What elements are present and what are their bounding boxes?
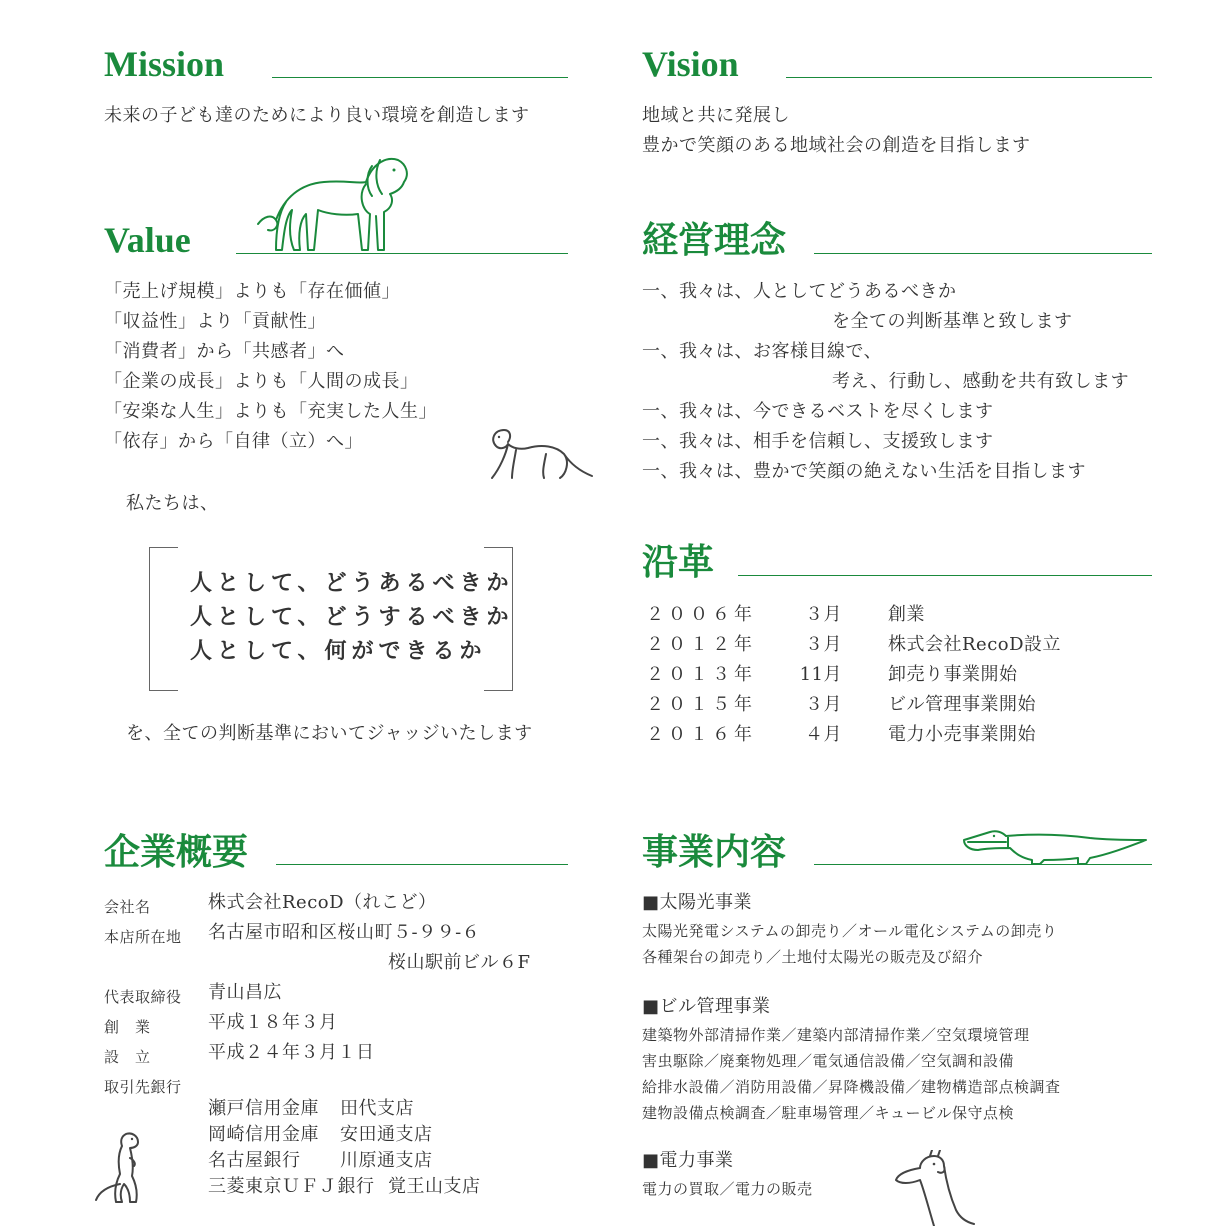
box-line-1: 人として、どうあるべきか [190, 570, 514, 596]
value-line-1: 「売上げ規模」よりも「存在価値」 [104, 281, 400, 302]
giraffe-icon [890, 1150, 980, 1226]
company-banks-label: 取引先銀行 [104, 1078, 182, 1096]
lion-icon [254, 154, 414, 256]
philosophy-line-7: 一、我々は、豊かで笑顔の絶えない生活を目指します [642, 461, 1086, 482]
company-ceo-value: 青山昌広 [208, 982, 282, 1003]
company-name-value: 株式会社RecoD（れこど） [208, 892, 437, 913]
bank-row [208, 1122, 433, 1148]
building-line-2: 害虫駆除／廃棄物処理／電気通信設備／空気調和設備 [642, 1052, 1015, 1070]
philosophy-line-2: を全ての判断基準と致します [832, 311, 1073, 332]
vision-line-1: 地域と共に発展し [642, 105, 790, 126]
box-line-2: 人として、どうするべきか [190, 604, 514, 630]
bank-branch: 田代支店 [340, 1098, 414, 1119]
company-established-label: 設 立 [104, 1048, 151, 1066]
bank-row [208, 1174, 481, 1200]
monkey-icon [486, 424, 596, 482]
history-row [646, 720, 1036, 750]
history-event: 株式会社RecoD設立 [888, 634, 1062, 655]
bank-branch: 安田通支店 [340, 1124, 433, 1145]
company-founded-label: 創 業 [104, 1018, 151, 1036]
building-line-4: 建物設備点検調査／駐車場管理／キュービル保守点検 [642, 1104, 1015, 1122]
company-name-label: 会社名 [104, 898, 151, 916]
history-title: 沿革 [642, 542, 715, 582]
history-month: ４月 [805, 724, 842, 745]
company-address-label: 本店所在地 [104, 928, 182, 946]
value-line-2: 「収益性」より「貢献性」 [104, 311, 326, 332]
history-month: ３月 [805, 694, 842, 715]
solar-title: ■太陽光事業 [642, 892, 753, 913]
bank-name: 瀬戸信用金庫 [208, 1098, 319, 1119]
solar-line-1: 太陽光発電システムの卸売り／オール電化システムの卸売り [642, 922, 1058, 940]
history-year: ２０１６年 [646, 724, 756, 745]
bank-branch: 川原通支店 [340, 1150, 433, 1171]
history-row [646, 690, 1036, 720]
building-line-3: 給排水設備／消防用設備／昇降機設備／建物構造部点検調査 [642, 1078, 1061, 1096]
history-row [646, 600, 925, 630]
value-line-6: 「依存」から「自律（立）へ」 [104, 431, 363, 452]
history-event: ビル管理事業開始 [888, 694, 1036, 715]
history-rule [738, 575, 1152, 576]
history-month: 11月 [799, 664, 842, 685]
vision-title: Vision [642, 44, 739, 84]
power-line-1: 電力の買取／電力の販売 [642, 1180, 813, 1198]
bank-name: 岡崎信用金庫 [208, 1124, 319, 1145]
history-year: ２０１３年 [646, 664, 756, 685]
value-rule [236, 253, 568, 254]
value-line-3: 「消費者」から「共感者」へ [104, 341, 345, 362]
company-rule [276, 864, 568, 865]
bank-name: 三菱東京ＵＦＪ銀行 [208, 1176, 375, 1197]
history-month: ３月 [805, 634, 842, 655]
business-title: 事業内容 [642, 832, 787, 872]
company-ceo-label: 代表取締役 [104, 988, 182, 1006]
history-event: 卸売り事業開始 [888, 664, 1018, 685]
value-title: Value [104, 220, 191, 260]
vision-line-2: 豊かで笑顔のある地域社会の創造を目指します [642, 135, 1031, 156]
bank-branch: 覚王山支店 [388, 1176, 481, 1197]
history-year: ２０１２年 [646, 634, 756, 655]
company-founded-value: 平成１８年３月 [208, 1012, 338, 1033]
company-established-value: 平成２４年３月１日 [208, 1042, 375, 1063]
company-address-value2: 桜山駅前ビル６F [388, 952, 531, 973]
building-title: ■ビル管理事業 [642, 996, 771, 1017]
philosophy-line-6: 一、我々は、相手を信頼し、支援致します [642, 431, 994, 452]
bank-row [208, 1148, 433, 1174]
philosophy-line-1: 一、我々は、人としてどうあるべきか [642, 281, 957, 302]
building-line-1: 建築物外部清掃作業／建築内部清掃作業／空気環境管理 [642, 1026, 1030, 1044]
box-line-3: 人として、何ができるか [190, 638, 487, 664]
mission-title: Mission [104, 44, 225, 84]
history-event: 創業 [888, 604, 925, 625]
mission-rule [272, 77, 568, 78]
history-row [646, 630, 1061, 660]
philosophy-line-4: 考え、行動し、感動を共有致します [832, 371, 1130, 392]
crocodile-icon [960, 826, 1150, 866]
mission-text: 未来の子ども達のためにより良い環境を創造します [104, 105, 530, 126]
philosophy-line-3: 一、我々は、お客様目線で、 [642, 341, 883, 362]
value-line-4: 「企業の成長」よりも「人間の成長」 [104, 371, 419, 392]
power-title: ■電力事業 [642, 1150, 734, 1171]
history-month: ３月 [805, 604, 842, 625]
value-line-5: 「安楽な人生」よりも「充実した人生」 [104, 401, 437, 422]
meerkat-icon [90, 1130, 150, 1206]
bank-row [208, 1096, 414, 1122]
history-year: ２００６年 [646, 604, 756, 625]
philosophy-rule [814, 253, 1152, 254]
value-intro: 私たちは、 [126, 493, 219, 514]
history-year: ２０１５年 [646, 694, 756, 715]
vision-rule [786, 77, 1152, 78]
quote-bracket-left [149, 547, 178, 691]
solar-line-2: 各種架台の卸売り／土地付太陽光の販売及び紹介 [642, 948, 984, 966]
philosophy-line-5: 一、我々は、今できるベストを尽くします [642, 401, 994, 422]
history-event: 電力小売事業開始 [888, 724, 1036, 745]
value-outro: を、全ての判断基準においてジャッジいたします [126, 723, 533, 744]
bank-name: 名古屋銀行 [208, 1150, 301, 1171]
history-row [646, 660, 1018, 690]
philosophy-title: 経営理念 [642, 220, 787, 260]
company-address-value: 名古屋市昭和区桜山町５-９９-６ [208, 922, 481, 943]
company-title: 企業概要 [104, 832, 249, 872]
